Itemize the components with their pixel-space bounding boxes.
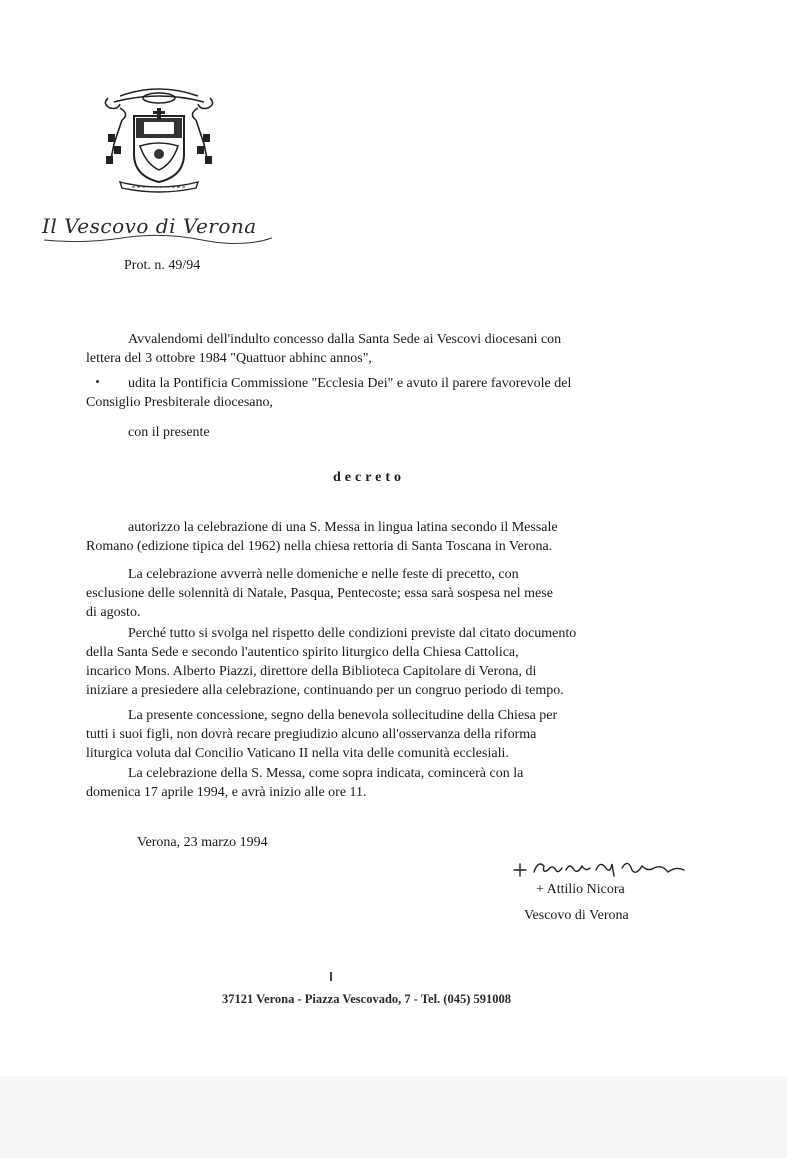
protocol-number: Prot. n. 49/94 [124,258,201,273]
paragraph-line: della Santa Sede e secondo l'autentico spirito liturgico della Chiesa Cattolica, [86,645,519,660]
letterhead-underline-icon [42,214,342,250]
paragraph-line: autorizzo la celebrazione di una S. Messa in lingua latina secondo il Messale [128,520,558,535]
handwritten-signature-icon [512,852,692,882]
paragraph-celebrant [86,624,686,700]
paragraph-presente: con il presente [128,425,210,440]
paragraph-line: Perché tutto si svolga nel rispetto delle condizioni previste dal citato documento [128,626,577,641]
paragraph-line: domenica 17 aprile 1994, e avrà inizio alle ore 11. [86,785,367,800]
paragraph-line: di agosto. [86,605,141,620]
letterhead-title-text: Il Vescovo di Verona [42,214,257,238]
document-date: Verona, 23 marzo 1994 [137,835,268,850]
paragraph-line: iniziare a presiedere alla celebrazione, continuando per un congruo periodo di tempo. [86,683,564,698]
paragraph-line: incarico Mons. Alberto Piazzi, direttore della Biblioteca Capitolare di Verona, di [86,664,537,679]
signatory-title: Vescovo di Verona [524,908,629,923]
letterhead-title [42,214,342,250]
paragraph-start-date [86,764,686,802]
paragraph-line: La celebrazione avverrà nelle domeniche e nelle feste di precetto, con [128,567,519,582]
paragraph-concession [86,706,686,763]
decree-heading: decreto [333,470,406,485]
episcopal-coat-of-arms-icon [100,84,218,194]
paragraph-line: liturgica voluta dal Concilio Vaticano II nella vita delle comunità ecclesiali. [86,746,509,761]
paragraph-line: Avvalendomi dell'indulto concesso dalla Santa Sede ai Vescovi diocesani con [128,332,562,347]
paragraph-schedule [86,565,686,622]
fold-mark [330,972,332,981]
paragraph-line: La presente concessione, segno della benevola sollecitudine della Chiesa per [128,708,558,723]
paragraph-line: lettera del 3 ottobre 1984 "Quattuor abhinc annos", [86,351,372,366]
paragraph-line: La celebrazione della S. Messa, come sopra indicata, comincerà con la [128,766,524,781]
paragraph-indult [86,330,686,368]
scan-bottom-band [0,1076,787,1158]
paragraph-authorization [86,518,686,556]
paragraph-commission [86,374,686,412]
paragraph-line: Consiglio Presbiterale diocesano, [86,395,274,410]
paragraph-line: tutti i suoi figli, non dovrà recare pregiudizio alcuno all'osservanza della riforma [86,727,537,742]
footer-address: 37121 Verona - Piazza Vescovado, 7 - Tel. (045) 591008 [222,992,512,1006]
signatory-name: + Attilio Nicora [536,882,625,897]
paragraph-line: udita la Pontificia Commissione "Ecclesia Dei" e avuto il parere favorevole del [128,376,572,391]
paragraph-line: esclusione delle solennità di Natale, Pasqua, Pentecoste; essa sarà sospesa nel mese [86,586,553,601]
paragraph-line: Romano (edizione tipica del 1962) nella chiesa rettoria di Santa Toscana in Verona. [86,539,553,554]
